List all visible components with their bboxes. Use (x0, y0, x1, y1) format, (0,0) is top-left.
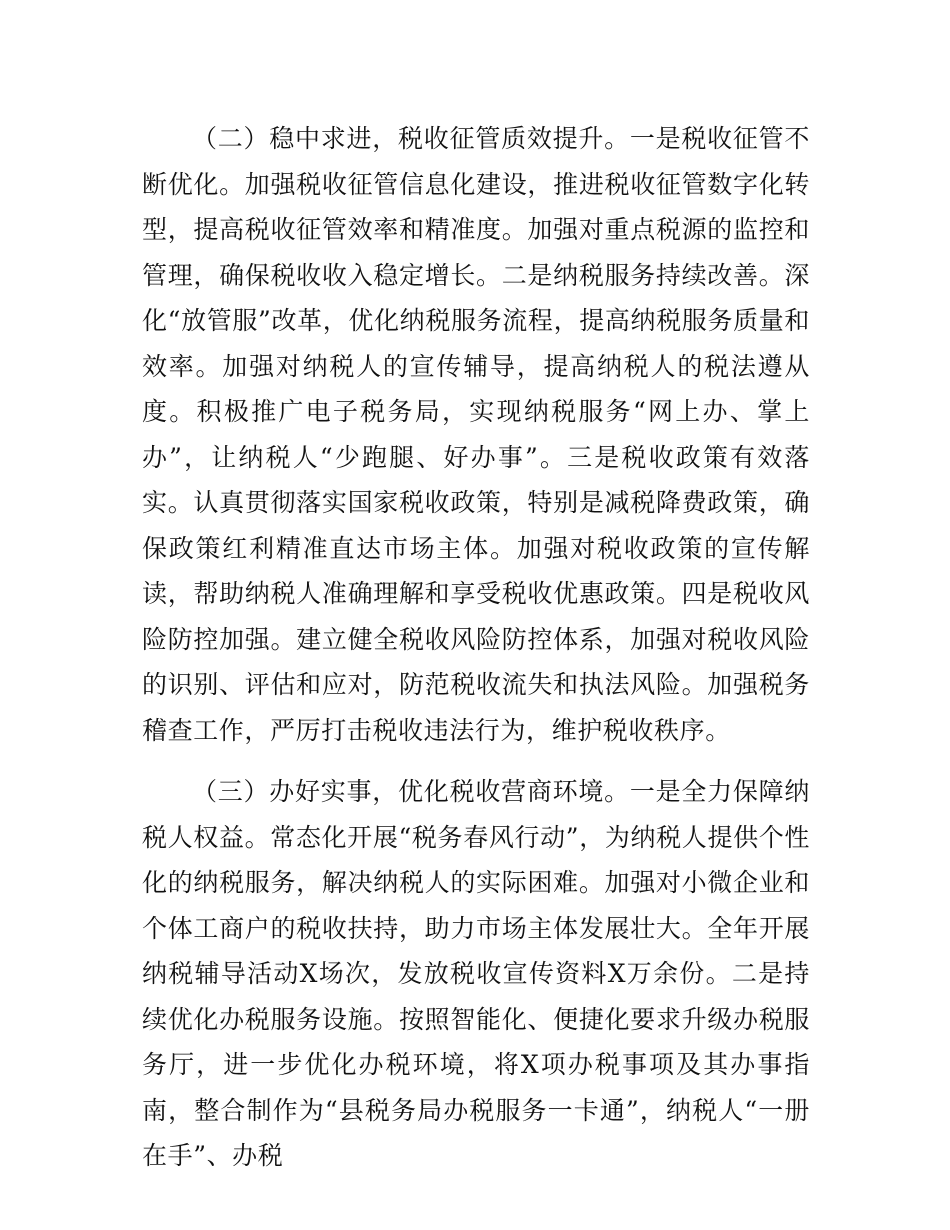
document-body (142, 116, 810, 1179)
paragraph-business-environment: （三）办好实事，优化税收营商环境。一是全力保障纳税人权益。常态化开展“税务春风行动”，为纳税人提供个性化的纳税服务，解决纳税人的实际困难。加强对小微企业和个体工商户的税收扶持，助力市场主体发展壮大。全年开展纳税辅导活动X场次，发放税收宣传资料X万余份。二是持续优化办税服务设施。按照智能化、便捷化要求升级办税服务厅，进一步优化办税环境，将X项办税事项及其办事指南，整合制作为“县税务局办税服务一卡通”，纳税人“一册在手”、办税 (142, 777, 810, 1170)
paragraph-tax-collection: （二）稳中求进，税收征管质效提升。一是税收征管不断优化。加强税收征管信息化建设，推进税收征管数字化转型，提高税收征管效率和精准度。加强对重点税源的监控和管理，确保税收收入稳定增长。二是纳税服务持续改善。深化“放管服”改革，优化纳税服务流程，提高纳税服务质量和效率。加强对纳税人的宣传辅导，提高纳税人的税法遵从度。积极推广电子税务局，实现纳税服务“网上办、掌上办”，让纳税人“少跑腿、好办事”。三是税收政策有效落实。认真贯彻落实国家税收政策，特别是减税降费政策，确保政策红利精准直达市场主体。加强对税收政策的宣传解读，帮助纳税人准确理解和享受税收优惠政策。四是税收风险防控加强。建立健全税收风险防控体系，加强对税收风险的识别、评估和应对，防范税收流失和执法风险。加强税务稽查工作，严厉打击税收违法行为，维护税收秩序。 (142, 124, 810, 745)
